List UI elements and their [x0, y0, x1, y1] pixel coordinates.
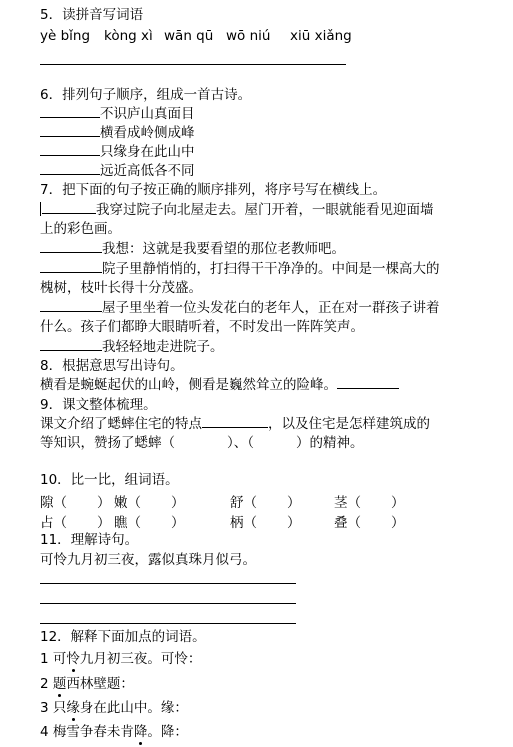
character: 叠	[334, 515, 348, 531]
poem-line	[40, 105, 195, 123]
q5-title: 5．读拼音写词语	[40, 7, 144, 23]
answer-blank[interactable]	[40, 124, 100, 137]
q7-sentence-4	[40, 299, 440, 317]
word-cell	[334, 511, 405, 531]
q9-line-2	[40, 434, 364, 452]
q11-title: 11．理解诗句。	[40, 532, 139, 548]
pinyin-5: xiū xiǎng	[290, 28, 352, 44]
character: 隙	[40, 495, 54, 511]
character: 柄	[230, 515, 244, 531]
poem-line	[40, 124, 195, 142]
paren-open: （	[243, 515, 257, 531]
answer-blank[interactable]	[40, 105, 100, 118]
q12-item	[40, 650, 201, 668]
item-number: 3	[40, 700, 49, 716]
paren-open: （	[347, 515, 361, 531]
q10-title: 10．比一比，组词语。	[40, 472, 179, 488]
character: 茎	[334, 495, 348, 511]
q9-line-1	[40, 415, 430, 433]
character: 瞧	[114, 515, 128, 531]
answer-line[interactable]	[40, 603, 296, 604]
word-cell	[230, 511, 301, 531]
answer-blank[interactable]	[40, 162, 100, 175]
character: 占	[40, 515, 54, 531]
character: 嫩	[114, 495, 128, 511]
word-cell	[114, 491, 185, 511]
answer-line[interactable]	[40, 64, 346, 65]
word-cell	[114, 511, 185, 531]
prompt-text: 横看是蜿蜒起伏的山岭，侧看是巍然耸立的险峰。	[40, 377, 337, 393]
answer-blank[interactable]	[40, 299, 102, 312]
q8-title: 8．根据意思写出诗句。	[40, 358, 184, 374]
q7-title: 7．把下面的句子按正确的顺序排列，将序号写在横线上。	[40, 182, 387, 198]
pinyin-3: wān qū	[164, 28, 214, 44]
word-cell	[334, 491, 405, 511]
paren-close: ）	[391, 495, 405, 511]
paren-open: （	[127, 495, 141, 511]
q7-sentence-1	[40, 201, 434, 219]
paren-open: （	[127, 515, 141, 531]
answer-blank[interactable]	[40, 143, 100, 156]
paren-close: ）	[97, 495, 111, 511]
sentence-text: 屋子里坐着一位头发花白的老年人，正在对一群孩子讲着	[102, 300, 440, 316]
pinyin-4: wō niú	[226, 28, 271, 44]
poem-line-text: 不识庐山真面目	[100, 106, 195, 122]
q11-poem: 可怜九月初三夜，露似真珠月似弓。	[40, 552, 256, 568]
q7-sentence-5	[40, 338, 224, 356]
q12-item	[40, 675, 134, 693]
text: 等知识，赞扬了蟋蟀（	[40, 435, 175, 451]
q6-title: 6．排列句子顺序，组成一首古诗。	[40, 87, 252, 103]
q7-sentence-2	[40, 240, 345, 258]
paren-close: ）	[171, 495, 185, 511]
paren-open: （	[53, 495, 67, 511]
poem-line-text: 只缘身在此山中	[100, 144, 195, 160]
text: 身在此山中。缘：	[79, 700, 188, 716]
dotted-char: 降	[133, 724, 148, 740]
q7-sentence-4b: 什么。孩子们都睁大眼睛听着，不时发出一阵阵笑声。	[40, 319, 364, 335]
dotted-char: 缘	[66, 700, 80, 716]
character: 舒	[230, 495, 244, 511]
text-cursor	[40, 202, 41, 216]
sentence-text: 院子里静悄悄的，打扫得干干净净的。中间是一棵高大的	[102, 261, 440, 277]
word-cell	[40, 511, 111, 531]
poem-line-text: 横看成岭侧成峰	[100, 125, 195, 141]
sentence-text: 我想：这就是我要看望的那位老教师吧。	[102, 241, 345, 257]
dotted-char: 怜	[66, 651, 80, 667]
paren-close: ）	[97, 515, 111, 531]
text: 九月初三夜。可怜：	[79, 651, 202, 667]
paren-open: （	[53, 515, 67, 531]
paren-close: ）	[391, 515, 405, 531]
q7-sentence-3	[40, 260, 440, 278]
word-cell	[40, 491, 111, 511]
text: 可	[52, 651, 67, 667]
item-number: 4	[40, 724, 49, 740]
q9-title: 9．课文整体梳理。	[40, 397, 157, 413]
q12-item	[40, 723, 188, 741]
poem-line	[40, 162, 195, 180]
text: ）的精神。	[296, 435, 364, 451]
text: 。降：	[147, 724, 188, 740]
text: 梅雪争春未肯	[52, 724, 134, 740]
answer-blank[interactable]	[337, 376, 399, 389]
answer-blank[interactable]	[40, 260, 102, 273]
pinyin-1: yè bǐng	[40, 28, 91, 44]
item-number: 2	[40, 676, 49, 692]
q12-title: 12．解释下面加点的词语。	[40, 629, 206, 645]
dotted-char: 题	[52, 676, 67, 692]
q8-prompt	[40, 376, 399, 394]
poem-line	[40, 143, 195, 161]
answer-line[interactable]	[40, 583, 296, 584]
text: 只	[52, 700, 67, 716]
text: 课文介绍了蟋蟀住宅的特点	[40, 416, 202, 432]
paren-close: ）	[287, 515, 301, 531]
item-number: 1	[40, 651, 49, 667]
paren-close: ）	[171, 515, 185, 531]
text: 西林壁题：	[66, 676, 134, 692]
poem-line-text: 远近高低各不同	[100, 163, 195, 179]
text: ，以及住宅是怎样建筑成的	[268, 416, 430, 432]
answer-line[interactable]	[40, 623, 296, 624]
answer-blank[interactable]	[40, 338, 102, 351]
answer-blank[interactable]	[202, 415, 268, 428]
q12-item	[40, 699, 188, 717]
pinyin-2: kòng xì	[104, 28, 153, 44]
answer-blank[interactable]	[40, 240, 102, 253]
answer-blank[interactable]	[42, 201, 96, 214]
sentence-text: 我穿过院子向北屋走去。屋门开着，一眼就能看见迎面墙	[96, 202, 434, 218]
word-cell	[230, 491, 301, 511]
text: ）、（	[227, 435, 254, 451]
q7-sentence-1b: 上的彩色画。	[40, 221, 121, 237]
paren-open: （	[347, 495, 361, 511]
q7-sentence-3b: 槐树，枝叶长得十分茂盛。	[40, 280, 202, 296]
sentence-text: 我轻轻地走进院子。	[102, 339, 224, 355]
paren-open: （	[243, 495, 257, 511]
paren-close: ）	[287, 495, 301, 511]
